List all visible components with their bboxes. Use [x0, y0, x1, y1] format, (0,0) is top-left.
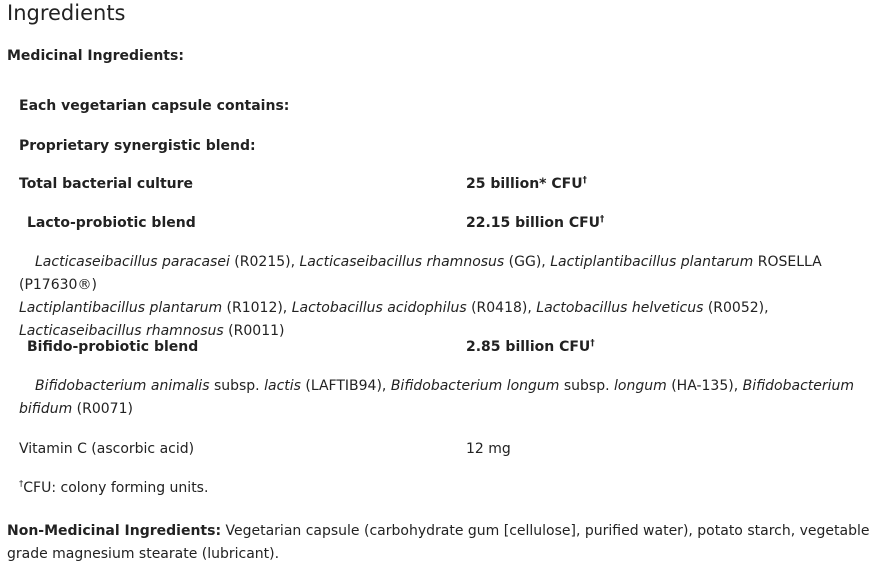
medicinal-ingredients-label: Medicinal Ingredients: — [7, 48, 184, 64]
dagger-mark: † — [19, 479, 24, 490]
blend-label: Proprietary synergistic blend: — [19, 138, 256, 154]
ingredient-name-total-culture: Total bacterial culture — [19, 176, 194, 192]
ingredient-amount-total-culture: 25 billion* CFU† — [466, 175, 587, 192]
ingredient-name-bifido-blend: Bifido-probiotic blend — [27, 339, 199, 355]
each-capsule-label: Each vegetarian capsule contains: — [19, 98, 290, 114]
non-medicinal-text: Vegetarian capsule (carbohydrate gum [cellulose], purified water), potato starch, vegetable grade magnesium stearate (lubricant). — [7, 523, 870, 562]
lacto-strains-list: Lacticaseibacillus paracasei (R0215), Lacticaseibacillus rhamnosus (GG), Lactiplantibacillus plantarum ROSELLA (P17630®) Lactiplantibacillus plantarum (R1012), Lactobacillus acidophilus (R0418), Lactobacillus helveticus (R0052), Lacticaseibacillus rhamnosus (R0011) — [19, 254, 822, 339]
non-medicinal-label: Non-Medicinal Ingredients: — [7, 523, 222, 539]
bifido-strains-list: Bifidobacterium animalis subsp. lactis (LAFTIB94), Bifidobacterium longum subsp. longum (HA-135), Bifidobacterium bifidum (R0071) — [19, 378, 855, 417]
ingredient-amount-lacto-blend: 22.15 billion CFU† — [466, 214, 605, 231]
page-title: Ingredients — [7, 1, 126, 25]
dagger-mark: † — [590, 338, 595, 349]
ingredient-name-vitamin-c: Vitamin C (ascorbic acid) — [19, 441, 195, 457]
ingredient-amount-bifido-blend: 2.85 billion CFU† — [466, 338, 595, 355]
dagger-mark: † — [582, 175, 587, 186]
ingredient-name-lacto-blend: Lacto-probiotic blend — [27, 215, 196, 231]
dagger-mark: † — [600, 214, 605, 225]
non-medicinal-ingredients — [7, 520, 885, 566]
cfu-footnote: †CFU: colony forming units. — [19, 479, 209, 496]
ingredient-amount-vitamin-c: 12 mg — [466, 441, 511, 457]
